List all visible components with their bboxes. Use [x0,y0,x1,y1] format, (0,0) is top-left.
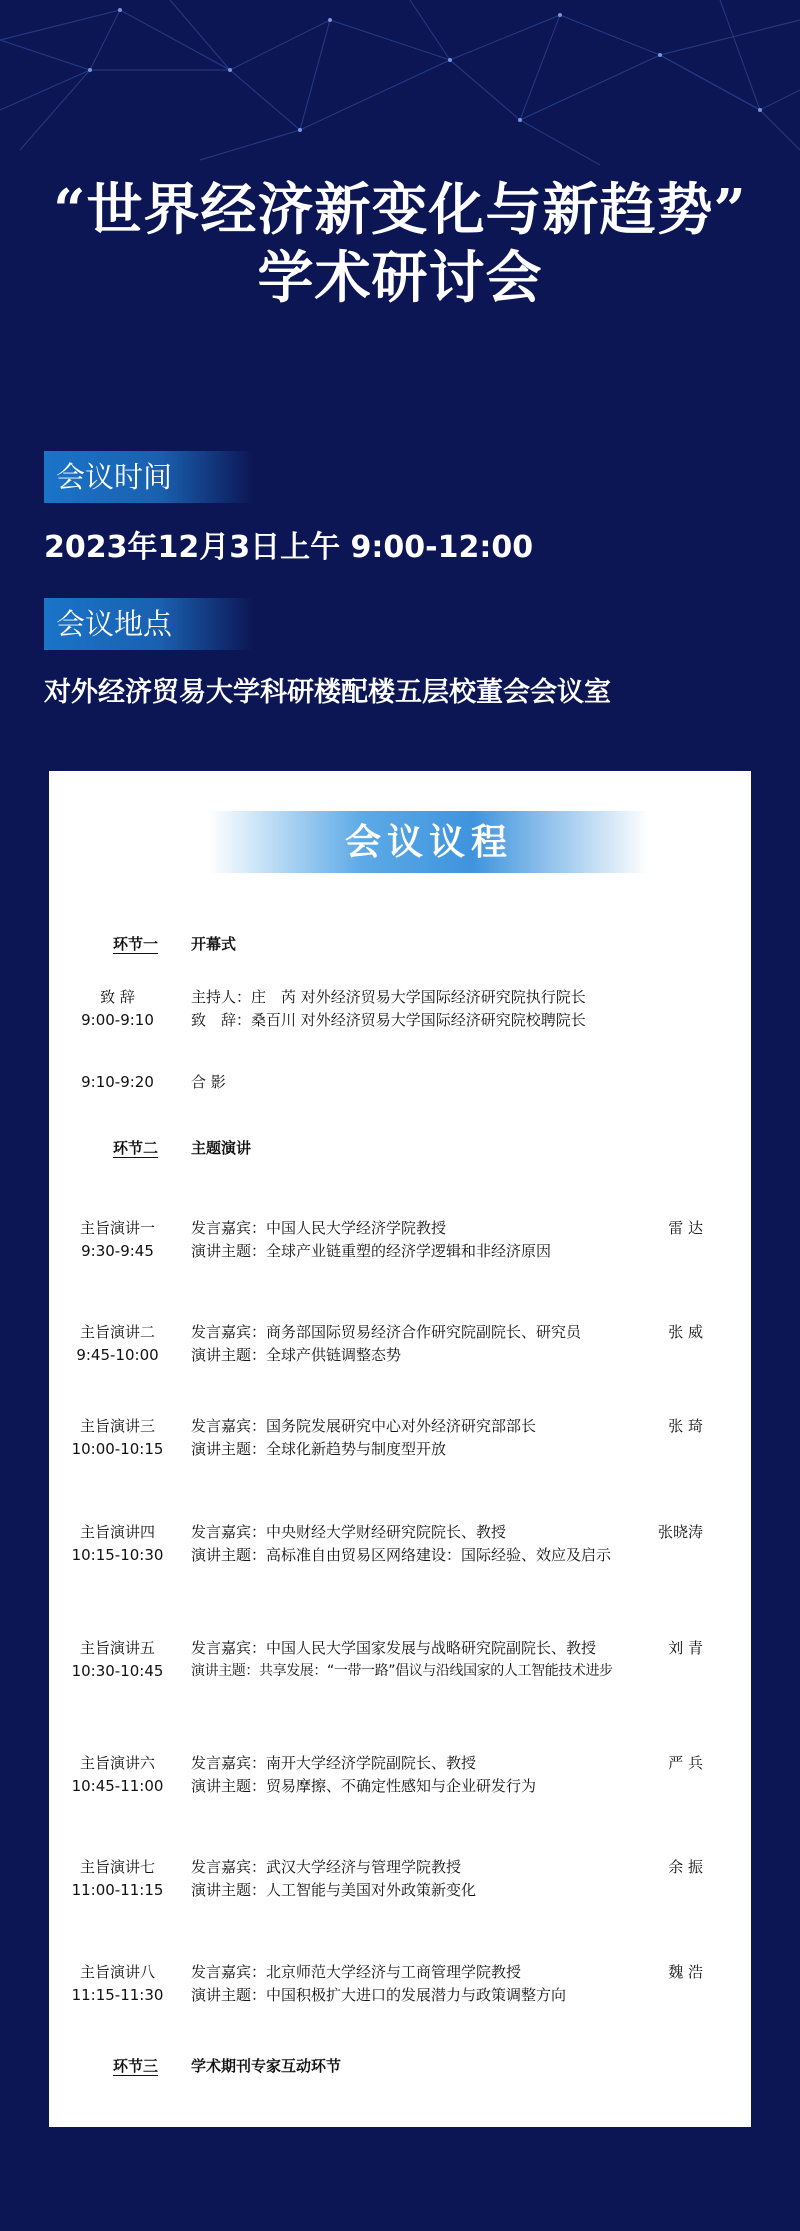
speech-8-speaker-info: 发言嘉宾：北京师范大学经济与工商管理学院教授 [191,1963,522,1981]
speech-7-topic: 演讲主题：人工智能与美国对外政策新变化 [191,1881,477,1899]
opening-details [191,986,586,1032]
agenda-header-banner [209,811,649,873]
section-3-name: 学术期刊专家互动环节 [191,2057,342,2075]
section-3-label: 环节三 [113,2057,159,2075]
speech-4-title: 主旨演讲四 [79,1523,155,1541]
speech-6-time: 10:45-11:00 [71,1777,164,1795]
speech-7-left [49,1856,186,1902]
speech-6-title: 主旨演讲六 [79,1754,155,1772]
speech-6-speaker-info: 发言嘉宾：南开大学经济学院副院长、教授 [191,1754,477,1772]
speech-5-details [191,1637,613,1683]
speech-6-topic: 演讲主题：贸易摩擦、不确定性感知与企业研发行为 [191,1777,537,1795]
opening-host: 主持人：庄 芮 对外经济贸易大学国际经济研究院执行院长 [191,988,586,1006]
speech-2-title: 主旨演讲二 [79,1323,155,1341]
speech-3-speaker-info: 发言嘉宾：国务院发展研究中心对外经济研究部部长 [191,1417,537,1435]
opening-left [49,986,186,1032]
speech-6-speaker-name: 严 兵 [668,1754,703,1772]
speech-3-title: 主旨演讲三 [79,1417,155,1435]
speech-3-left [49,1415,186,1461]
speech-5-topic: 演讲主题：共享发展：“一带一路”倡议与沿线国家的人工智能技术进步 [191,1663,613,1679]
speech-5-time: 10:30-10:45 [71,1662,164,1680]
speech-7-time: 11:00-11:15 [71,1881,164,1899]
speech-6-details [191,1752,536,1798]
speech-2-time: 9:45-10:00 [76,1346,159,1364]
speech-8-speaker-name: 魏 浩 [668,1963,703,1981]
speech-8-topic: 演讲主题：中国积极扩大进口的发展潜力与政策调整方向 [191,1986,567,2004]
speech-4-left [49,1521,186,1567]
speech-8-time: 11:15-11:30 [71,1986,164,2004]
photo-time: 9:10-9:20 [81,1073,154,1091]
speech-2-speaker-name: 张 威 [668,1323,703,1341]
section-2-name: 主题演讲 [191,1139,252,1157]
network-background [0,0,800,170]
section-2-label: 环节二 [113,1139,159,1157]
speech-4-details [191,1521,611,1567]
time-label: 会议时间 [44,451,254,503]
speech-2-topic: 演讲主题：全球产供链调整态势 [191,1346,402,1364]
speech-2-speaker-info: 发言嘉宾：商务部国际贸易经济合作研究院副院长、研究员 [191,1323,582,1341]
speech-5-title: 主旨演讲五 [79,1639,155,1657]
speech-4-speaker-name: 张晓涛 [657,1523,703,1541]
opening-left-line1: 致 辞 [100,988,135,1006]
place-label: 会议地点 [44,598,254,650]
speech-8-left [49,1961,186,2007]
page-title [0,176,800,312]
speech-8-title: 主旨演讲八 [79,1963,155,1981]
speech-4-time: 10:15-10:30 [71,1546,164,1564]
time-value: 2023年12月3日上午 9:00-12:00 [44,530,534,565]
speech-3-speaker-name: 张 琦 [668,1417,703,1435]
speech-1-speaker-name: 雷 达 [668,1219,703,1237]
speech-5-speaker-info: 发言嘉宾：中国人民大学国家发展与战略研究院副院长、教授 [191,1639,597,1657]
speech-1-details [191,1217,551,1263]
speech-4-speaker-info: 发言嘉宾：中央财经大学财经研究院院长、教授 [191,1523,507,1541]
speech-5-speaker-name: 刘 青 [668,1639,703,1657]
speech-3-details [191,1415,536,1461]
opening-address: 致 辞：桑百川 对外经济贸易大学国际经济研究院校聘院长 [191,1011,586,1029]
speech-7-title: 主旨演讲七 [79,1858,155,1876]
speech-2-left [49,1321,186,1367]
speech-1-title: 主旨演讲一 [79,1219,155,1237]
section-1-name: 开幕式 [191,935,237,953]
speech-7-details [191,1856,476,1902]
speech-3-topic: 演讲主题：全球化新趋势与制度型开放 [191,1440,447,1458]
speech-3-time: 10:00-10:15 [71,1440,164,1458]
photo-label: 合 影 [191,1073,226,1091]
speech-5-left [49,1637,186,1683]
speech-1-left [49,1217,186,1263]
speech-6-left [49,1752,186,1798]
speech-7-speaker-info: 发言嘉宾：武汉大学经济与管理学院教授 [191,1858,462,1876]
speech-1-speaker-info: 发言嘉宾：中国人民大学经济学院教授 [191,1219,447,1237]
speech-4-topic: 演讲主题：高标准自由贸易区网络建设：国际经验、效应及启示 [191,1546,612,1564]
section-1-label: 环节一 [113,935,159,953]
speech-2-details [191,1321,581,1367]
speech-1-time: 9:30-9:45 [81,1242,154,1260]
speech-7-speaker-name: 余 振 [668,1858,703,1876]
speech-1-topic: 演讲主题：全球产业链重塑的经济学逻辑和非经济原因 [191,1242,552,1260]
agenda-card [49,771,751,2127]
title-line-2: 学术研讨会 [257,245,543,311]
agenda-title: 会议议程 [344,821,513,863]
opening-time: 9:00-9:10 [81,1011,154,1029]
title-line-1: “世界经济新变化与新趋势” [53,177,747,243]
place-value: 对外经济贸易大学科研楼配楼五层校董会会议室 [44,677,611,708]
speech-8-details [191,1961,566,2007]
